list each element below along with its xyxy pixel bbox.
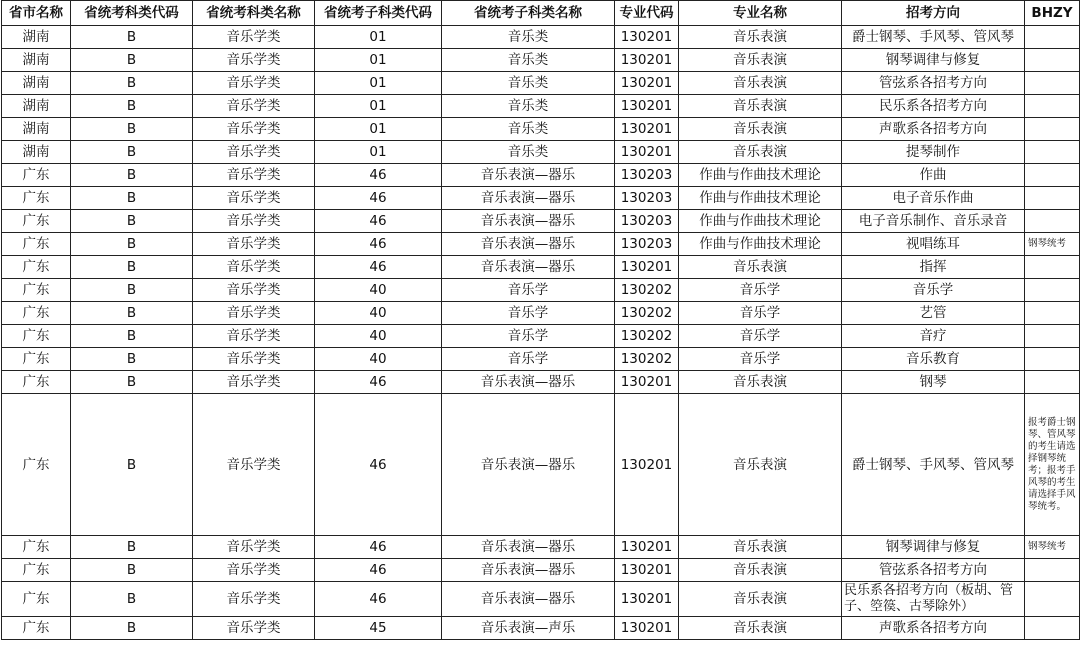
major-name-cell: 作曲与作曲技术理论: [679, 233, 842, 256]
subcategory-name-cell: 音乐类: [442, 95, 615, 118]
province-cell: 湖南: [2, 118, 71, 141]
subcategory-code-cell: 40: [315, 348, 442, 371]
major-code-cell: 130201: [615, 559, 679, 582]
subcategory-name-cell: 音乐表演—器乐: [442, 394, 615, 536]
subcategory-name-cell: 音乐表演—声乐: [442, 617, 615, 640]
category-name-cell: 音乐学类: [193, 582, 315, 617]
category-name-cell: 音乐学类: [193, 394, 315, 536]
category-name-cell: 音乐学类: [193, 49, 315, 72]
major-code-cell: 130202: [615, 279, 679, 302]
direction-cell: 音疗: [842, 325, 1025, 348]
category-name-cell: 音乐学类: [193, 26, 315, 49]
category-code-cell: B: [71, 164, 193, 187]
subcategory-name-cell: 音乐表演—器乐: [442, 256, 615, 279]
category-name-cell: 音乐学类: [193, 256, 315, 279]
category-code-cell: B: [71, 348, 193, 371]
bhzy-cell: 钢琴统考: [1025, 536, 1080, 559]
subcategory-code-cell: 46: [315, 256, 442, 279]
category-code-cell: B: [71, 582, 193, 617]
direction-cell: 电子音乐制作、音乐录音: [842, 210, 1025, 233]
category-name-cell: 音乐学类: [193, 536, 315, 559]
subcategory-code-cell: 01: [315, 95, 442, 118]
subcategory-code-cell: 40: [315, 325, 442, 348]
major-name-cell: 音乐表演: [679, 394, 842, 536]
major-code-cell: 130203: [615, 187, 679, 210]
major-name-cell: 作曲与作曲技术理论: [679, 187, 842, 210]
table-row: [2, 582, 1080, 617]
major-name-cell: 音乐学: [679, 348, 842, 371]
bhzy-cell: [1025, 49, 1080, 72]
subcategory-name-cell: 音乐表演—器乐: [442, 536, 615, 559]
province-cell: 广东: [2, 348, 71, 371]
header-category-name: 省统考科类名称: [193, 1, 315, 26]
table-row: [2, 72, 1080, 95]
bhzy-cell: [1025, 302, 1080, 325]
bhzy-cell: [1025, 26, 1080, 49]
province-cell: 广东: [2, 233, 71, 256]
table-row: [2, 118, 1080, 141]
direction-cell: 视唱练耳: [842, 233, 1025, 256]
major-code-cell: 130201: [615, 256, 679, 279]
category-code-cell: B: [71, 233, 193, 256]
bhzy-cell: [1025, 164, 1080, 187]
subcategory-name-cell: 音乐表演—器乐: [442, 233, 615, 256]
table-row: [2, 95, 1080, 118]
direction-cell: 指挥: [842, 256, 1025, 279]
bhzy-cell: 报考爵士钢琴、管风琴的考生请选择钢琴统考；报考手风琴的考生请选择手风琴统考。: [1025, 394, 1080, 536]
subcategory-code-cell: 40: [315, 279, 442, 302]
direction-cell: 管弦系各招考方向: [842, 559, 1025, 582]
header-bhzy: BHZY: [1025, 1, 1080, 26]
category-code-cell: B: [71, 559, 193, 582]
subcategory-name-cell: 音乐类: [442, 49, 615, 72]
subcategory-name-cell: 音乐表演—器乐: [442, 187, 615, 210]
major-name-cell: 音乐表演: [679, 118, 842, 141]
bhzy-cell: [1025, 371, 1080, 394]
category-name-cell: 音乐学类: [193, 118, 315, 141]
direction-cell: 音乐学: [842, 279, 1025, 302]
major-name-cell: 音乐表演: [679, 536, 842, 559]
major-name-cell: 音乐表演: [679, 95, 842, 118]
bhzy-cell: [1025, 210, 1080, 233]
major-code-cell: 130202: [615, 302, 679, 325]
table-row: [2, 617, 1080, 640]
direction-cell: 音乐教育: [842, 348, 1025, 371]
subcategory-code-cell: 46: [315, 187, 442, 210]
subcategory-code-cell: 01: [315, 72, 442, 95]
major-name-cell: 音乐表演: [679, 256, 842, 279]
category-name-cell: 音乐学类: [193, 348, 315, 371]
bhzy-cell: [1025, 279, 1080, 302]
subcategory-code-cell: 01: [315, 49, 442, 72]
major-code-cell: 130201: [615, 118, 679, 141]
category-name-cell: 音乐学类: [193, 141, 315, 164]
major-name-cell: 音乐表演: [679, 49, 842, 72]
subcategory-code-cell: 46: [315, 559, 442, 582]
table-row: [2, 536, 1080, 559]
header-subcategory-code: 省统考子科类代码: [315, 1, 442, 26]
subcategory-code-cell: 46: [315, 371, 442, 394]
subcategory-name-cell: 音乐表演—器乐: [442, 371, 615, 394]
table-row: [2, 141, 1080, 164]
subcategory-name-cell: 音乐表演—器乐: [442, 164, 615, 187]
major-code-cell: 130201: [615, 26, 679, 49]
bhzy-cell: [1025, 325, 1080, 348]
major-code-cell: 130201: [615, 72, 679, 95]
table-row: [2, 279, 1080, 302]
category-name-cell: 音乐学类: [193, 617, 315, 640]
category-code-cell: B: [71, 26, 193, 49]
bhzy-cell: [1025, 141, 1080, 164]
category-code-cell: B: [71, 371, 193, 394]
subcategory-name-cell: 音乐学: [442, 348, 615, 371]
bhzy-cell: [1025, 348, 1080, 371]
table-row: [2, 187, 1080, 210]
bhzy-cell: [1025, 187, 1080, 210]
province-cell: 广东: [2, 302, 71, 325]
province-cell: 广东: [2, 394, 71, 536]
major-name-cell: 音乐学: [679, 325, 842, 348]
header-row: [2, 1, 1080, 26]
table-row: [2, 348, 1080, 371]
major-name-cell: 音乐表演: [679, 72, 842, 95]
category-code-cell: B: [71, 187, 193, 210]
header-major-name: 专业名称: [679, 1, 842, 26]
province-cell: 广东: [2, 187, 71, 210]
subcategory-code-cell: 01: [315, 118, 442, 141]
direction-cell: 爵士钢琴、手风琴、管风琴: [842, 26, 1025, 49]
province-cell: 湖南: [2, 49, 71, 72]
major-code-cell: 130203: [615, 164, 679, 187]
bhzy-cell: [1025, 95, 1080, 118]
major-name-cell: 音乐表演: [679, 26, 842, 49]
enrollment-table: [1, 0, 1080, 640]
direction-cell: 钢琴调律与修复: [842, 49, 1025, 72]
major-code-cell: 130202: [615, 325, 679, 348]
major-name-cell: 音乐表演: [679, 559, 842, 582]
subcategory-name-cell: 音乐表演—器乐: [442, 582, 615, 617]
header-subcategory-name: 省统考子科类名称: [442, 1, 615, 26]
category-name-cell: 音乐学类: [193, 164, 315, 187]
category-name-cell: 音乐学类: [193, 210, 315, 233]
subcategory-code-cell: 46: [315, 582, 442, 617]
province-cell: 湖南: [2, 141, 71, 164]
subcategory-name-cell: 音乐学: [442, 325, 615, 348]
subcategory-name-cell: 音乐学: [442, 279, 615, 302]
province-cell: 广东: [2, 617, 71, 640]
subcategory-code-cell: 46: [315, 394, 442, 536]
province-cell: 广东: [2, 279, 71, 302]
category-code-cell: B: [71, 536, 193, 559]
table-row: [2, 210, 1080, 233]
major-code-cell: 130201: [615, 95, 679, 118]
major-name-cell: 音乐表演: [679, 617, 842, 640]
direction-cell: 民乐系各招考方向: [842, 95, 1025, 118]
category-code-cell: B: [71, 279, 193, 302]
direction-cell: 提琴制作: [842, 141, 1025, 164]
direction-cell: 钢琴: [842, 371, 1025, 394]
table-row: [2, 26, 1080, 49]
major-name-cell: 音乐表演: [679, 582, 842, 617]
direction-cell: 钢琴调律与修复: [842, 536, 1025, 559]
subcategory-name-cell: 音乐表演—器乐: [442, 559, 615, 582]
province-cell: 广东: [2, 582, 71, 617]
category-name-cell: 音乐学类: [193, 302, 315, 325]
major-code-cell: 130201: [615, 582, 679, 617]
category-code-cell: B: [71, 302, 193, 325]
subcategory-name-cell: 音乐学: [442, 302, 615, 325]
province-cell: 广东: [2, 536, 71, 559]
table-row: [2, 325, 1080, 348]
table-row: [2, 256, 1080, 279]
province-cell: 广东: [2, 256, 71, 279]
category-code-cell: B: [71, 141, 193, 164]
subcategory-name-cell: 音乐类: [442, 141, 615, 164]
major-name-cell: 音乐学: [679, 279, 842, 302]
category-name-cell: 音乐学类: [193, 279, 315, 302]
header-province: 省市名称: [2, 1, 71, 26]
major-name-cell: 音乐表演: [679, 141, 842, 164]
direction-cell: 爵士钢琴、手风琴、管风琴: [842, 394, 1025, 536]
subcategory-code-cell: 45: [315, 617, 442, 640]
category-code-cell: B: [71, 256, 193, 279]
major-code-cell: 130201: [615, 371, 679, 394]
subcategory-code-cell: 01: [315, 26, 442, 49]
subcategory-name-cell: 音乐类: [442, 72, 615, 95]
major-name-cell: 作曲与作曲技术理论: [679, 164, 842, 187]
subcategory-name-cell: 音乐表演—器乐: [442, 210, 615, 233]
table-row: [2, 302, 1080, 325]
category-name-cell: 音乐学类: [193, 72, 315, 95]
subcategory-name-cell: 音乐类: [442, 26, 615, 49]
header-category-code: 省统考科类代码: [71, 1, 193, 26]
table-row: [2, 164, 1080, 187]
category-code-cell: B: [71, 118, 193, 141]
bhzy-cell: [1025, 559, 1080, 582]
province-cell: 湖南: [2, 72, 71, 95]
major-code-cell: 130203: [615, 233, 679, 256]
major-code-cell: 130203: [615, 210, 679, 233]
header-major-code: 专业代码: [615, 1, 679, 26]
subcategory-code-cell: 46: [315, 536, 442, 559]
category-code-cell: B: [71, 95, 193, 118]
subcategory-name-cell: 音乐类: [442, 118, 615, 141]
table-row: [2, 49, 1080, 72]
category-name-cell: 音乐学类: [193, 233, 315, 256]
major-name-cell: 音乐学: [679, 302, 842, 325]
bhzy-cell: [1025, 118, 1080, 141]
subcategory-code-cell: 46: [315, 233, 442, 256]
province-cell: 广东: [2, 210, 71, 233]
bhzy-cell: 钢琴统考: [1025, 233, 1080, 256]
category-name-cell: 音乐学类: [193, 187, 315, 210]
major-name-cell: 作曲与作曲技术理论: [679, 210, 842, 233]
direction-cell: 电子音乐作曲: [842, 187, 1025, 210]
major-code-cell: 130201: [615, 617, 679, 640]
major-code-cell: 130202: [615, 348, 679, 371]
bhzy-cell: [1025, 617, 1080, 640]
category-code-cell: B: [71, 325, 193, 348]
province-cell: 广东: [2, 559, 71, 582]
direction-cell: 声歌系各招考方向: [842, 118, 1025, 141]
table-row: [2, 233, 1080, 256]
direction-cell: 艺管: [842, 302, 1025, 325]
major-code-cell: 130201: [615, 141, 679, 164]
subcategory-code-cell: 40: [315, 302, 442, 325]
bhzy-cell: [1025, 582, 1080, 617]
direction-cell: 民乐系各招考方向（板胡、管子、箜篌、古琴除外）: [842, 582, 1025, 617]
bhzy-cell: [1025, 256, 1080, 279]
subcategory-code-cell: 46: [315, 164, 442, 187]
category-name-cell: 音乐学类: [193, 95, 315, 118]
major-name-cell: 音乐表演: [679, 371, 842, 394]
category-code-cell: B: [71, 210, 193, 233]
table-row: [2, 371, 1080, 394]
direction-cell: 管弦系各招考方向: [842, 72, 1025, 95]
major-code-cell: 130201: [615, 394, 679, 536]
category-code-cell: B: [71, 617, 193, 640]
province-cell: 湖南: [2, 95, 71, 118]
category-code-cell: B: [71, 394, 193, 536]
table-row: [2, 394, 1080, 536]
province-cell: 湖南: [2, 26, 71, 49]
bhzy-cell: [1025, 72, 1080, 95]
direction-cell: 作曲: [842, 164, 1025, 187]
category-code-cell: B: [71, 72, 193, 95]
table-row: [2, 559, 1080, 582]
major-code-cell: 130201: [615, 536, 679, 559]
header-direction: 招考方向: [842, 1, 1025, 26]
category-name-cell: 音乐学类: [193, 559, 315, 582]
subcategory-code-cell: 46: [315, 210, 442, 233]
category-name-cell: 音乐学类: [193, 371, 315, 394]
category-name-cell: 音乐学类: [193, 325, 315, 348]
category-code-cell: B: [71, 49, 193, 72]
province-cell: 广东: [2, 371, 71, 394]
major-code-cell: 130201: [615, 49, 679, 72]
province-cell: 广东: [2, 164, 71, 187]
subcategory-code-cell: 01: [315, 141, 442, 164]
direction-cell: 声歌系各招考方向: [842, 617, 1025, 640]
province-cell: 广东: [2, 325, 71, 348]
